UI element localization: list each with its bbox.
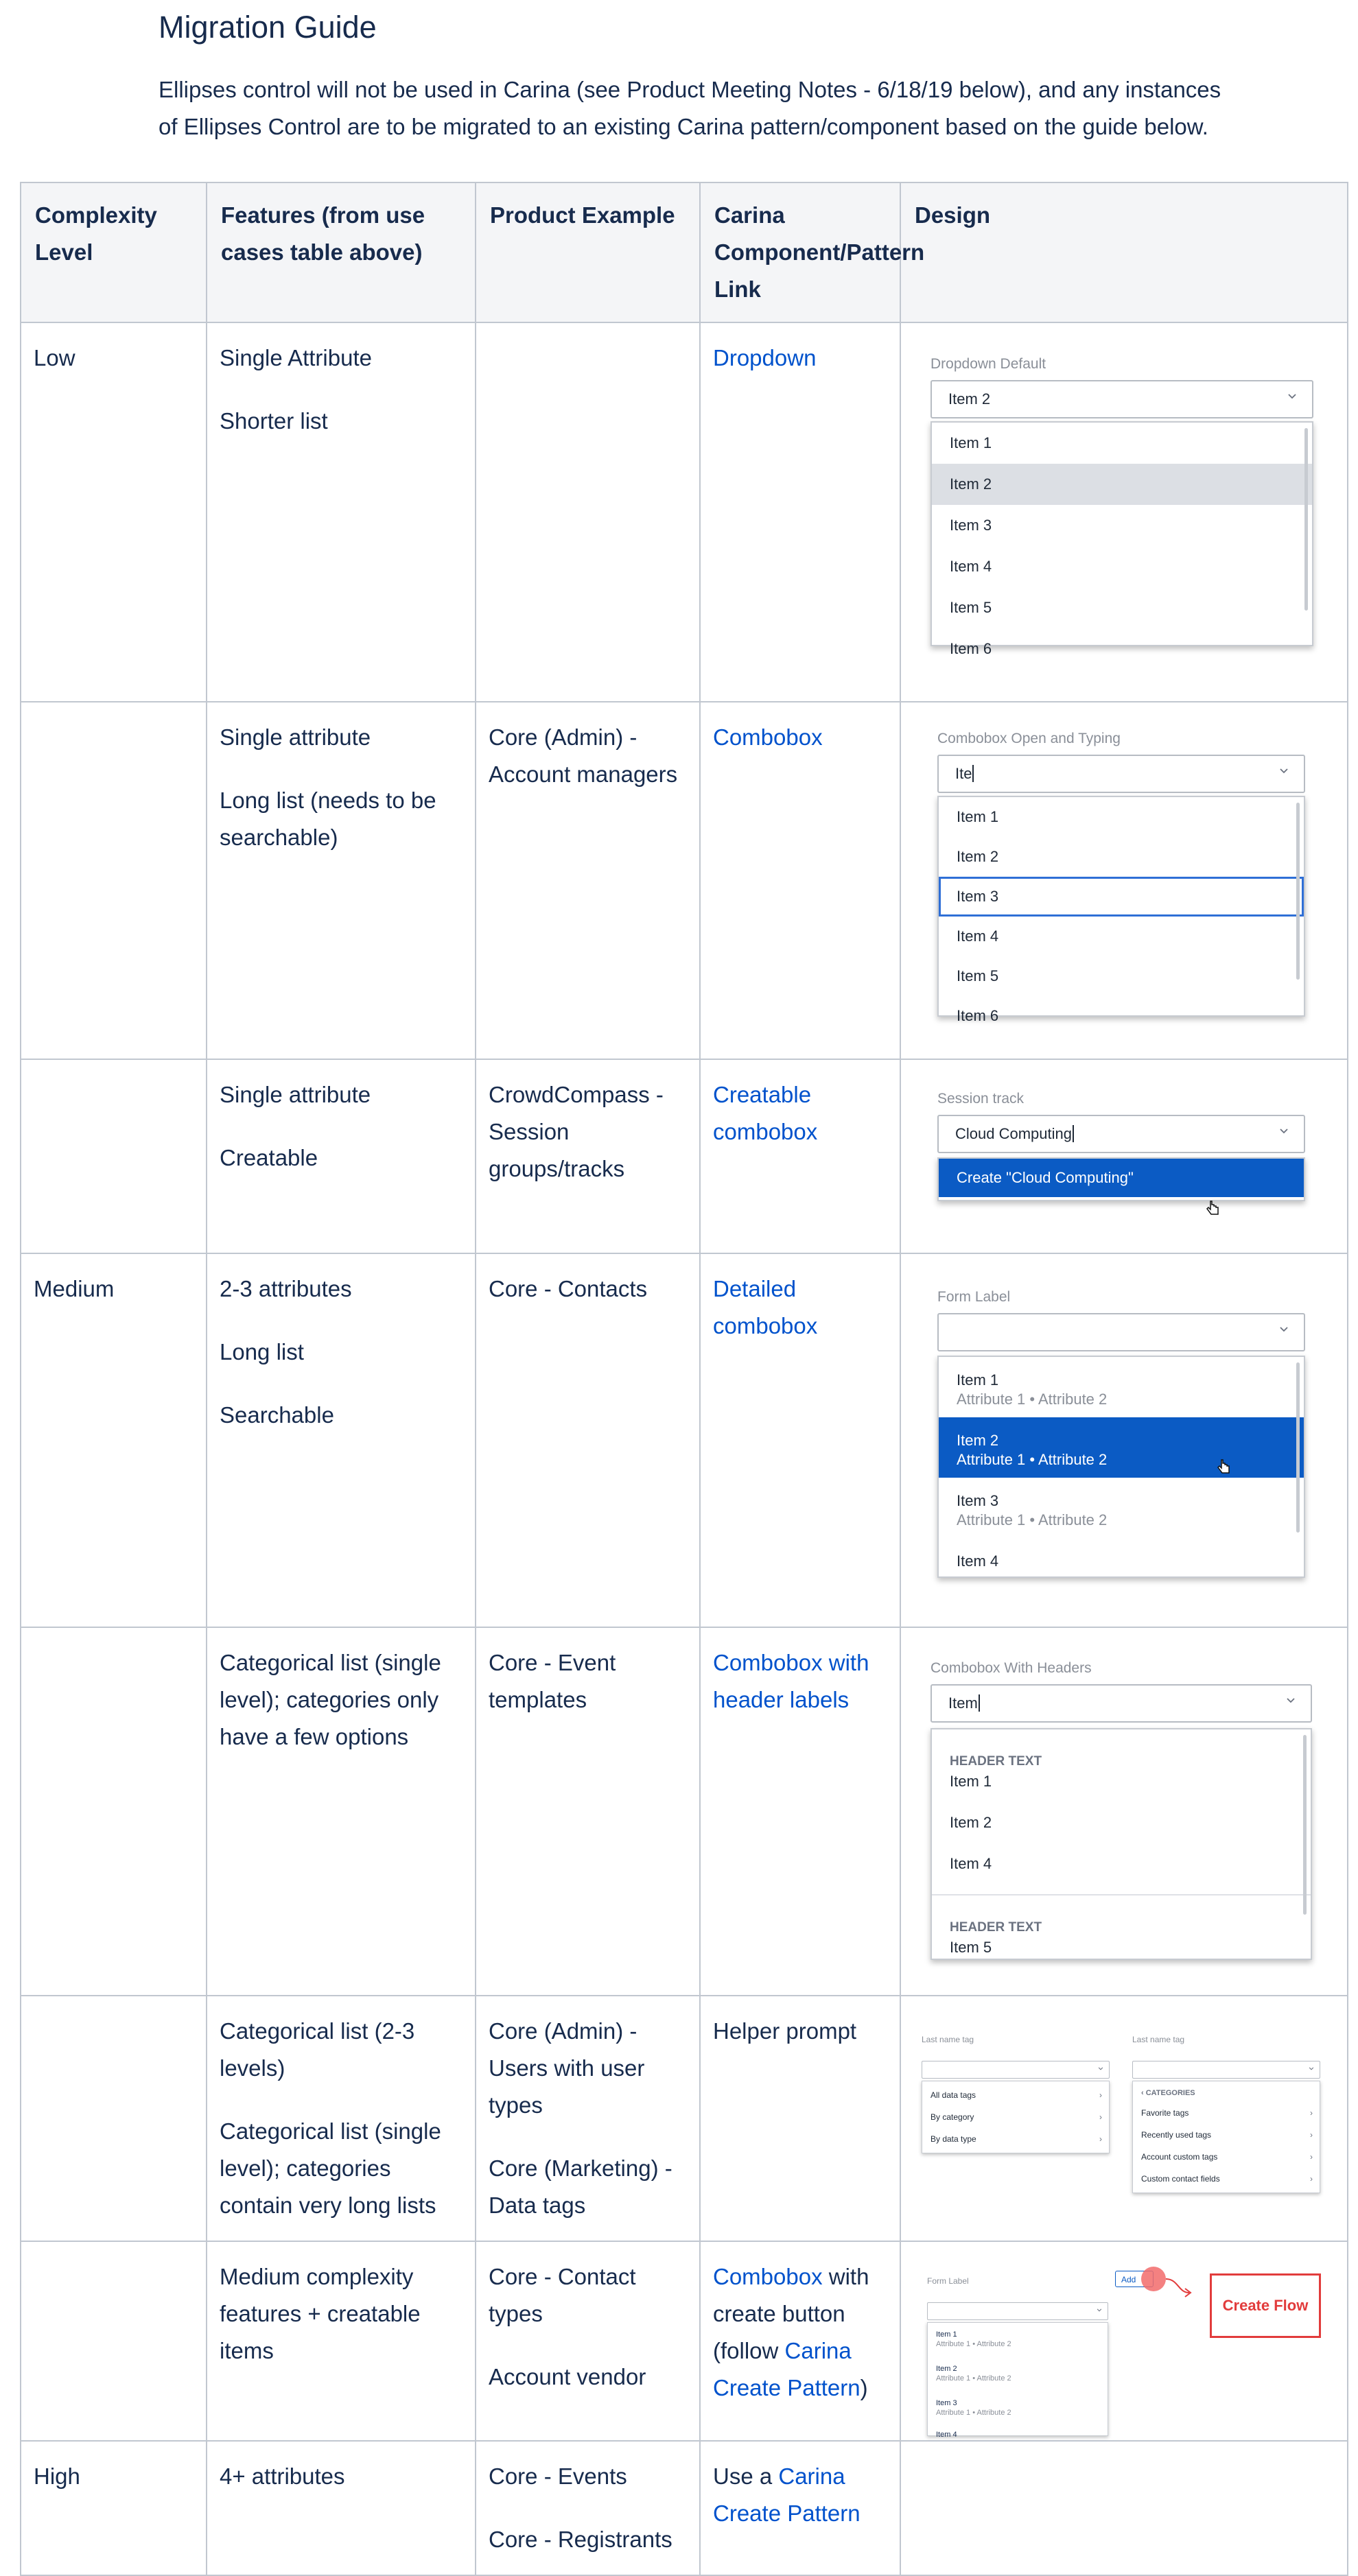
cell-features: Single attribute Long list (needs to be searchable) xyxy=(207,702,476,1059)
creatable-combobox-link[interactable]: Creatable combobox xyxy=(713,1082,818,1144)
cell-features: Medium complexity features + creatable items xyxy=(207,2241,476,2441)
cell-features: Single Attribute Shorter list xyxy=(207,322,476,702)
chevron-down-icon xyxy=(1309,2066,1314,2071)
flow-arrow-icon xyxy=(1137,2262,1219,2304)
chevron-right-icon: › xyxy=(1310,2130,1313,2140)
table-row xyxy=(21,2241,1348,2441)
cell-complexity xyxy=(21,1627,207,1996)
group-header: HEADER TEXT xyxy=(950,1920,1042,1935)
cell-complexity xyxy=(21,2241,207,2441)
helper-row[interactable]: Custom contact fields › xyxy=(1133,2168,1320,2190)
cell-complexity xyxy=(21,702,207,1059)
cell-complexity: High xyxy=(21,2441,207,2575)
menu-option[interactable]: Item 5 xyxy=(957,967,999,984)
create-option[interactable]: Create "Cloud Computing" xyxy=(939,1159,1304,1197)
table-row xyxy=(21,2441,1348,2575)
helper-row[interactable]: Recently used tags › xyxy=(1133,2124,1320,2146)
chevron-down-icon xyxy=(1279,1126,1289,1135)
scrollbar[interactable] xyxy=(1303,1735,1307,1915)
cell-component xyxy=(700,322,900,702)
hand-cursor-icon xyxy=(1205,1200,1221,1219)
header-product: Product Example xyxy=(476,182,700,322)
menu-option[interactable]: Item 5 xyxy=(950,599,992,616)
create-menu xyxy=(927,2322,1108,2439)
cell-features: 2-3 attributes Long list Searchable xyxy=(207,1253,476,1627)
detailed-combobox-field[interactable] xyxy=(937,1313,1305,1351)
menu-option[interactable]: Item 2 xyxy=(957,848,999,865)
header-component: Carina Component/Pattern Link xyxy=(700,182,900,322)
cell-features: Categorical list (single level); categories only have a few options xyxy=(207,1627,476,1996)
header-combobox-mockup xyxy=(930,1659,1312,1960)
menu-option[interactable]: Item 1 Attribute 1 • Attribute 2 xyxy=(936,2330,1011,2348)
cell-component xyxy=(700,1253,900,1627)
cell-product: CrowdCompass - Session groups/tracks xyxy=(476,1059,700,1253)
menu-option[interactable]: Item 3 Attribute 1 • Attribute 2 xyxy=(957,1492,1108,1528)
combobox-link[interactable]: Combobox xyxy=(713,2264,823,2289)
helper-row[interactable]: Favorite tags › xyxy=(1133,2102,1320,2124)
cell-product: Core - Contacts xyxy=(476,1253,700,1627)
scrollbar[interactable] xyxy=(1304,428,1308,611)
migration-guide-table xyxy=(20,182,1348,2576)
menu-option-highlighted[interactable]: Item 2 xyxy=(932,464,1312,505)
cell-complexity: Medium xyxy=(21,1253,207,1627)
header-design: Design xyxy=(900,182,1348,322)
mock-label: Combobox With Headers xyxy=(930,1660,1092,1676)
table-row xyxy=(21,1059,1348,1253)
create-button-mockup: Form Label Item 1 Attribute 1 • Attribute 2 Item 2 Attribute 1 • Attribute 2 Item 3 Attribute 1 • Attribute 2 Item 4 xyxy=(927,2262,1108,2436)
cell-product: Core - Contact types Account vendor xyxy=(476,2241,700,2441)
chevron-right-icon: › xyxy=(1310,2152,1313,2162)
helper-row[interactable]: All data tags › xyxy=(922,2084,1109,2106)
detailed-menu xyxy=(937,1356,1305,1578)
chevron-down-icon xyxy=(1279,766,1289,775)
menu-option[interactable]: Item 4 xyxy=(957,1552,999,1570)
menu-option[interactable]: Item 1 xyxy=(950,434,992,451)
header-menu xyxy=(930,1728,1312,1960)
table-row xyxy=(21,1627,1348,1996)
menu-option[interactable]: Item 2 xyxy=(950,1814,992,1831)
cell-design xyxy=(900,1253,1348,1627)
header-combobox-field[interactable]: Item xyxy=(930,1684,1312,1723)
cell-product: Core (Admin) - Users with user types Core (Marketing) - Data tags xyxy=(476,1996,700,2241)
cell-features: Categorical list (2-3 levels) Categorical list (single level); categories contain very long lists xyxy=(207,1996,476,2241)
create-flow-box: Create Flow xyxy=(1210,2273,1321,2338)
creatable-menu xyxy=(937,1157,1305,1201)
scrollbar[interactable] xyxy=(1296,803,1300,980)
menu-option[interactable]: Item 2 Attribute 1 • Attribute 2 xyxy=(936,2365,1011,2383)
cell-design xyxy=(900,702,1348,1059)
menu-option[interactable]: Item 1 Attribute 1 • Attribute 2 xyxy=(957,1371,1108,1408)
chevron-right-icon: › xyxy=(1310,2108,1313,2118)
cell-product: Core - Events Core - Registrants xyxy=(476,2441,700,2575)
cell-design xyxy=(900,322,1348,702)
add-button[interactable]: Add xyxy=(1115,2271,1154,2287)
cell-design xyxy=(900,1059,1348,1253)
carina-create-pattern-link[interactable]: Carina Create Pattern xyxy=(713,2463,861,2526)
cell-product xyxy=(476,322,700,702)
chevron-right-icon: › xyxy=(1099,2134,1102,2144)
menu-option[interactable]: Item 1 xyxy=(957,808,999,825)
carina-create-pattern-link[interactable]: Carina Create Pattern xyxy=(713,2338,861,2400)
combobox-link[interactable]: Combobox xyxy=(713,724,823,750)
dropdown-field[interactable]: Item 2 xyxy=(930,380,1313,418)
table-row xyxy=(21,1996,1348,2241)
chevron-down-icon xyxy=(1287,391,1297,401)
menu-option-selected[interactable]: Item 2 Attribute 1 • Attribute 2 xyxy=(939,1417,1304,1478)
helper-prompt-left-mockup: Last name tag All data tags › By category › By data type › xyxy=(922,2021,1110,2153)
chevron-right-icon: › xyxy=(1099,2090,1102,2100)
chevron-down-icon xyxy=(1279,1324,1289,1334)
cell-component: Helper prompt xyxy=(700,1996,900,2241)
helper-row[interactable]: Account custom tags › xyxy=(1133,2146,1320,2168)
cell-component xyxy=(700,1627,900,1996)
helper-prompt-right-mockup: Last name tag ‹ CATEGORIES Favorite tags › Recently used tags › Account custom tags › Custom contact fields › xyxy=(1132,2021,1320,2193)
cell-design xyxy=(900,2241,1348,2441)
page-title: Migration Guide xyxy=(159,10,377,45)
helper-row[interactable]: By category › xyxy=(922,2106,1109,2128)
table-header-row xyxy=(21,182,1348,322)
chevron-left-icon: ‹ xyxy=(1141,2089,1146,2097)
combobox-mockup xyxy=(937,730,1305,1024)
chevron-down-icon xyxy=(1286,1695,1296,1705)
chevron-down-icon xyxy=(1097,2307,1102,2313)
creatable-combobox-mockup xyxy=(937,1090,1305,1201)
menu-option[interactable]: Item 4 xyxy=(950,1855,992,1872)
cell-features: 4+ attributes xyxy=(207,2441,476,2575)
mock-label: Combobox Open and Typing xyxy=(937,731,1121,746)
create-combobox-field[interactable] xyxy=(927,2302,1108,2320)
intro-paragraph: Ellipses control will not be used in Carina (see Product Meeting Notes - 6/18/19 below), and any instances of Ellipses Control are to be migrated to an existing Carina pattern/component based on the guide below. xyxy=(159,77,1221,139)
helper-back-header[interactable]: ‹ CATEGORIES xyxy=(1141,2089,1195,2097)
header-features: Features (from use cases table above) xyxy=(207,182,476,322)
table-row xyxy=(21,322,1348,702)
detailed-combobox-mockup xyxy=(937,1288,1305,1578)
dropdown-mockup xyxy=(930,355,1313,657)
combobox-menu xyxy=(937,796,1305,1024)
cell-complexity xyxy=(21,1059,207,1253)
dropdown-link[interactable]: Dropdown xyxy=(713,345,817,370)
mock-label: Session track xyxy=(937,1091,1025,1107)
chevron-down-icon xyxy=(1098,2066,1103,2071)
cell-complexity xyxy=(21,1996,207,2241)
dropdown-menu xyxy=(930,421,1313,657)
helper-field[interactable] xyxy=(1132,2061,1320,2079)
menu-option[interactable]: Item 4 xyxy=(936,2431,957,2439)
combobox-field[interactable]: Ite xyxy=(937,755,1305,793)
cell-component xyxy=(700,702,900,1059)
menu-option[interactable]: Item 3 Attribute 1 • Attribute 2 xyxy=(936,2399,1011,2417)
mock-label: Dropdown Default xyxy=(930,356,1046,372)
mock-label: Form Label xyxy=(937,1289,1011,1305)
cell-design xyxy=(900,1996,1348,2241)
menu-option[interactable]: Item 4 xyxy=(950,558,992,575)
menu-option[interactable]: Item 4 xyxy=(957,927,999,945)
cell-features: Single attribute Creatable xyxy=(207,1059,476,1253)
helper-row[interactable]: By data type › xyxy=(922,2128,1109,2150)
cell-product: Core (Admin) - Account managers xyxy=(476,702,700,1059)
menu-option[interactable]: Item 6 xyxy=(957,1007,999,1024)
header-complexity: Complexity Level xyxy=(21,182,207,322)
menu-option[interactable]: Item 3 xyxy=(950,517,992,534)
creatable-combobox-field[interactable]: Cloud Computing xyxy=(937,1115,1305,1153)
menu-option[interactable]: Item 5 xyxy=(950,1939,992,1956)
menu-option-focused[interactable]: Item 3 xyxy=(939,877,1304,917)
helper-menu xyxy=(1132,2081,1320,2193)
chevron-right-icon: › xyxy=(1099,2112,1102,2122)
menu-option[interactable]: Item 6 xyxy=(950,640,992,657)
detailed-combobox-link[interactable]: Detailed combobox xyxy=(713,1276,818,1338)
cell-component: Use a Carina Create Pattern xyxy=(700,2441,900,2575)
cell-design xyxy=(900,1627,1348,1996)
group-header: HEADER TEXT xyxy=(950,1754,1042,1769)
helper-menu xyxy=(922,2081,1110,2153)
cell-complexity: Low xyxy=(21,322,207,702)
table-row xyxy=(21,1253,1348,1627)
helper-field[interactable] xyxy=(922,2061,1110,2079)
hand-cursor-icon xyxy=(1216,1458,1232,1478)
combobox-header-labels-link[interactable]: Combobox with header labels xyxy=(713,1650,869,1712)
cell-product: Core - Event templates xyxy=(476,1627,700,1996)
menu-option[interactable]: Item 1 xyxy=(950,1773,992,1790)
cell-component: Combobox with create button (follow Carina Create Pattern) xyxy=(700,2241,900,2441)
scrollbar[interactable] xyxy=(1296,1362,1300,1533)
cell-design xyxy=(900,2441,1348,2575)
chevron-right-icon: › xyxy=(1310,2174,1313,2184)
cell-component xyxy=(700,1059,900,1253)
table-row xyxy=(21,702,1348,1059)
